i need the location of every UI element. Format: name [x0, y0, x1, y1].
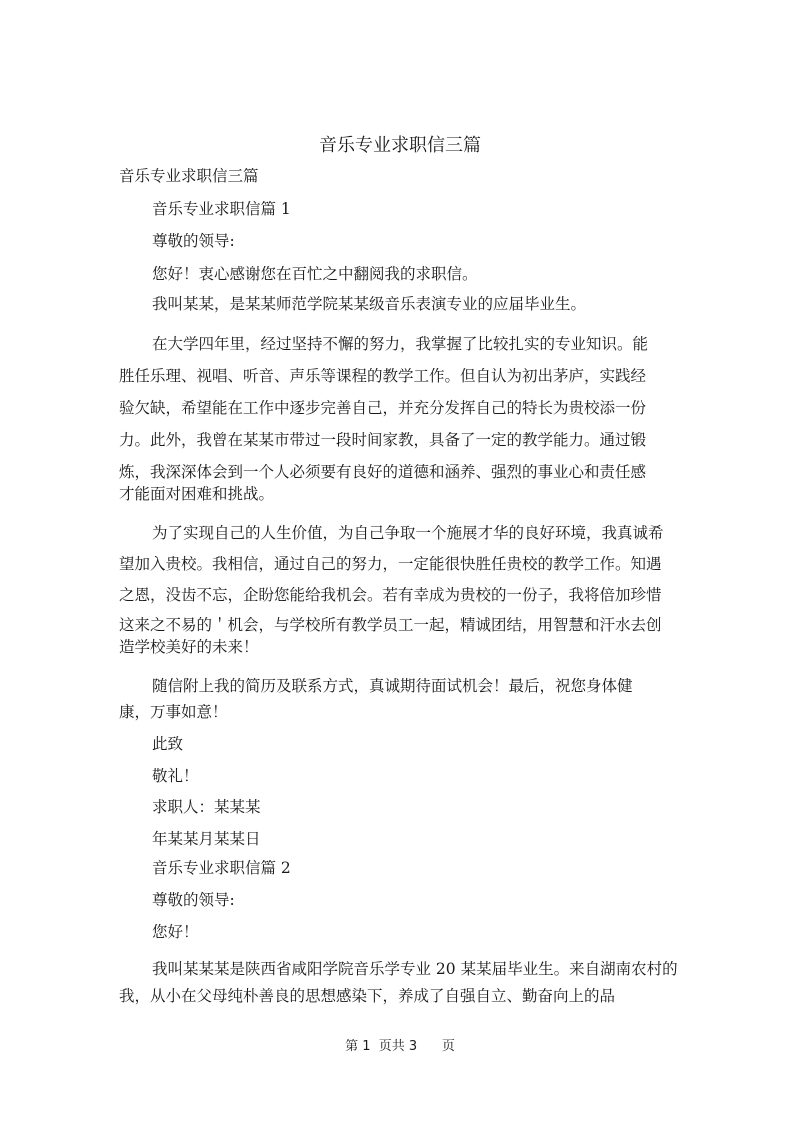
section-heading-2: 音乐专业求职信篇 2: [152, 859, 291, 877]
document-title: 音乐专业求职信三篇: [319, 135, 481, 156]
paragraph-line: 之恩，没齿不忘，企盼您能给我机会。若有幸成为贵校的一份子，我将倍加珍惜: [119, 586, 662, 604]
greeting-line: 您好！衷心感谢您在百忙之中翻阅我的求职信。: [152, 265, 478, 283]
section-heading-1: 音乐专业求职信篇 1: [152, 200, 291, 218]
date-line: 年某某月某某日: [152, 830, 261, 848]
paragraph-line: 验欠缺，希望能在工作中逐步完善自己，并充分发挥自己的特长为贵校添一份: [119, 399, 647, 417]
greeting-line: 您好！: [152, 923, 199, 941]
closing-line: 敬礼！: [152, 767, 199, 785]
paragraph-line: 这来之不易的＇机会，与学校所有教学员工一起，精诚团结，用智慧和汗水去创: [119, 616, 662, 634]
paragraph-line: 随信附上我的简历及联系方式，真诚期待面试机会！最后，祝您身体健: [152, 677, 633, 695]
paragraph-line: 望加入贵校。我相信，通过自己的努力，一定能很快胜任贵校的教学工作。知遇: [119, 555, 662, 573]
paragraph-line: 胜任乐理、视唱、听音、声乐等课程的教学工作。但自认为初出茅庐，实践经: [119, 367, 647, 385]
signature-line: 求职人：某某某: [152, 798, 261, 816]
salutation-line: 尊敬的领导:: [152, 891, 235, 909]
paragraph-line: 康，万事如意！: [119, 703, 228, 721]
paragraph-line: 在大学四年里，经过坚持不懈的努力，我掌握了比较扎实的专业知识。能: [152, 335, 649, 353]
salutation-line: 尊敬的领导:: [152, 232, 235, 250]
closing-line: 此致: [152, 735, 184, 753]
paragraph-line: 力。此外，我曾在某某市带过一段时间家教，具备了一定的教学能力。通过锻: [119, 431, 647, 449]
paragraph-line: 为了实现自己的人生价值，为自己争取一个施展才华的良好环境，我真诚希: [152, 524, 664, 542]
paragraph-line: 我叫某某某是陕西省咸阳学院音乐学专业 20 某某届毕业生。来自湖南农村的: [152, 960, 678, 978]
paragraph-line: 才能面对困难和挑战。: [119, 485, 275, 503]
paragraph-line: 造学校美好的未来！: [119, 638, 259, 656]
page-footer: 第 1 页共 3 页: [345, 1039, 455, 1054]
subtitle-line: 音乐专业求职信三篇: [119, 167, 259, 185]
paragraph-line: 炼，我深深体会到一个人必须要有良好的道德和涵养、强烈的事业心和责任感: [119, 463, 647, 481]
paragraph-line: 我，从小在父母纯朴善良的思想感染下，养成了自强自立、勤奋向上的品: [119, 987, 616, 1005]
paragraph-line: 我叫某某，是某某师范学院某某级音乐表演专业的应届毕业生。: [152, 295, 587, 313]
